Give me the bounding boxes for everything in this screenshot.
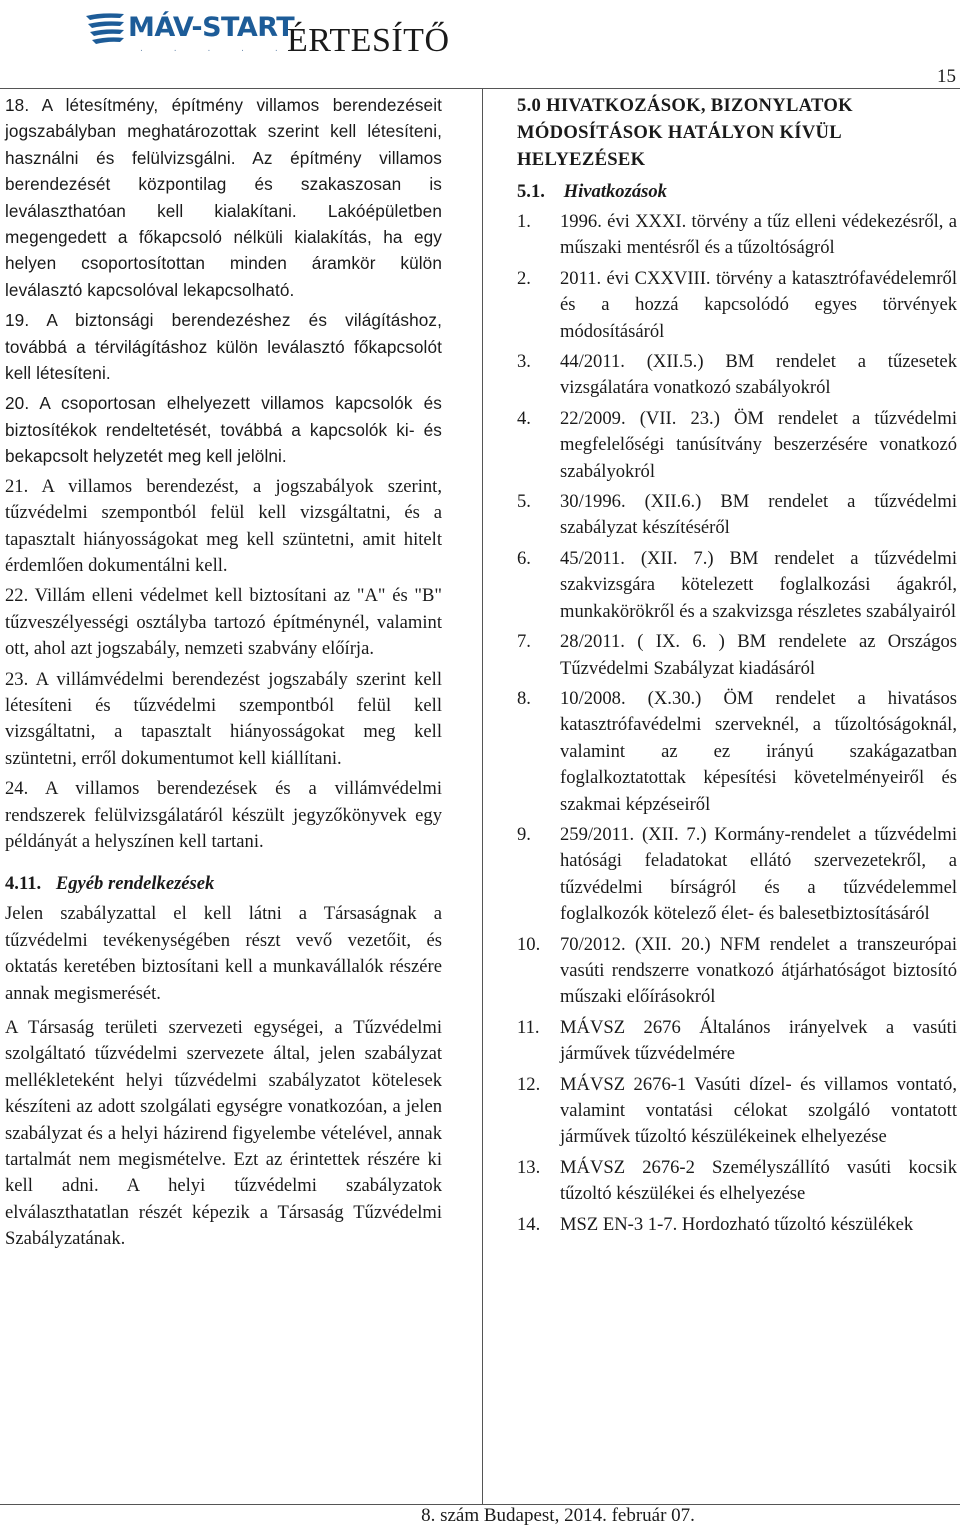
reference-number: 13. <box>517 1156 541 1178</box>
reference-text: 22/2009. (VII. 23.) ÖM rendelet a tűzvédelmi megfelelőségi tanúsítvány beszerzésére vonatkozó szabályokról <box>560 407 957 482</box>
footer-text: 8. szám Budapest, 2014. február 07. <box>421 1505 695 1526</box>
reference-item <box>517 1015 957 1068</box>
reference-number: 7. <box>517 631 531 653</box>
reference-number: 3. <box>517 351 531 373</box>
paragraph-19: 19. A biztonsági berendezéshez és világításhoz, továbbá a térvilágításhoz külön leválasztó főkapcsolót kell létesíteni. <box>5 310 442 384</box>
section-heading <box>5 871 442 897</box>
reference-text: 259/2011. (XII. 7.) Kormány-rendelet a tűzvédelmi hatósági feladatokat ellátó szervezetekről, a tűzvédelmi bírságról és a tűzvédelemmel foglalkozók kötelező élet- és balesetbiztosításáról <box>560 823 957 925</box>
reference-text: MÁVSZ 2676-2 Személyszállító vasúti kocsik tűzoltó készülékei és elhelyezése <box>560 1156 957 1205</box>
reference-number: 12. <box>517 1073 541 1095</box>
reference-item <box>517 686 957 818</box>
logo-text: MÁV-START <box>128 12 295 43</box>
logo-dots: . . . . . <box>140 44 292 54</box>
reference-number: 11. <box>517 1016 540 1038</box>
subsection-heading <box>517 179 957 205</box>
reference-text: MÁVSZ 2676-1 Vasúti dízel- és villamos vontató, valamint vontatási célokat szolgáló vontatott járművek tűzoltó készülékeinek elhelyezése <box>560 1073 957 1148</box>
chapter-heading: 5.0 HIVATKOZÁSOK, BIZONYLATOK MÓDOSÍTÁSOK HATÁLYON KÍVÜL HELYEZÉSEK <box>517 95 853 170</box>
reference-item <box>517 349 957 402</box>
paragraph-20: 20. A csoportosan elhelyezett villamos kapcsolók és biztosítékok rendeltetését, továbbá a kapcsolók ki- és bekapcsolt helyzetét meg kell jelölni. <box>5 393 442 467</box>
reference-number: 14. <box>517 1213 541 1235</box>
reference-number: 10. <box>517 933 541 955</box>
reference-number: 5. <box>517 491 531 513</box>
reference-text: 44/2011. (XII.5.) BM rendelet a tűzesetek vizsgálatára vonatkozó szabályokról <box>560 351 957 399</box>
reference-number: 1. <box>517 211 531 232</box>
reference-item <box>517 822 957 928</box>
right-column <box>517 92 957 1242</box>
reference-text: 28/2011. ( IX. 6. ) BM rendelete az Országos Tűzvédelmi Szabályzat kiadásáról <box>560 631 957 679</box>
page-header <box>0 0 960 87</box>
reference-number: 4. <box>517 407 531 429</box>
reference-text: 45/2011. (XII. 7.) BM rendelet a tűzvédelmi szakvizsgára kötelezett foglalkozási ágakról, munkakörökről és a szakvizsga részletes szabályairól <box>560 547 957 622</box>
section-paragraph: Jelen szabályzattal el kell látni a Társaságnak a tűzvédelmi tevékenységében részt vevő vezetőit, és oktatás keretében biztosítani kell a munkavállalók részére annak megismerését. <box>5 903 442 1004</box>
reference-number: 6. <box>517 547 531 569</box>
header-rule <box>0 88 960 89</box>
reference-item <box>517 629 957 682</box>
reference-item <box>517 1212 957 1238</box>
subsection-title: Hivatkozások <box>563 181 667 202</box>
paragraph-23: 23. A villámvédelmi berendezést jogszabály szerint kell létesíteni és tűzvédelmi szempontból felül kell vizsgáltatni, a tapasztalt hiányosságokat meg kell szüntetni, erről dokumentumot kell kiállítani. <box>5 668 442 769</box>
column-divider <box>482 88 483 1504</box>
reference-item <box>517 1155 957 1208</box>
publication-title: ÉRTESÍTŐ <box>287 22 450 59</box>
subsection-number: 5.1. <box>517 181 545 202</box>
reference-text: MSZ EN-3 1-7. Hordozható tűzoltó készülékek <box>560 1213 914 1235</box>
reference-text: MÁVSZ 2676 Általános irányelvek a vasúti járművek tűzvédelmére <box>560 1016 957 1065</box>
reference-number: 9. <box>517 823 531 845</box>
reference-text: 1996. évi XXXI. törvény a tűz elleni védekezésről, a műszaki mentésről és a tűzoltóságról <box>560 211 957 259</box>
mav-start-logo <box>84 2 295 58</box>
section-title: Egyéb rendelkezések <box>55 873 215 895</box>
reference-number: 2. <box>517 267 531 289</box>
reference-item <box>517 209 957 262</box>
reference-text: 70/2012. (XII. 20.) NFM rendelet a transzeurópai vasúti rendszerre vonatkozó átjárhatóságot biztosító műszaki előírásokról <box>560 933 957 1008</box>
reference-item <box>517 546 957 625</box>
reference-text: 10/2008. (X.30.) ÖM rendelet a hivatásos katasztrófavédelmi szerveknél, a tűzoltóságoknál, valamint az ez irányú szakágazatban foglalkoztatottak képesítési követelményeiről és szakmai képzéseiről <box>560 687 957 815</box>
reference-item <box>517 406 957 485</box>
reference-item <box>517 1072 957 1151</box>
paragraph-21: 21. A villamos berendezést, a jogszabályok szerint, tűzvédelmi szempontból felül kell vizsgáltatni, és a tapasztalt hiányosságokat meg kell szüntetni, amit hitelt érdemlően dokumentálni kell. <box>5 475 442 576</box>
paragraph-22: 22. Villám elleni védelmet kell biztosítani az "A" és "B" tűzveszélyességi osztályba tartozó építménynél, valamint ott, ahol azt jogszabály, nemzeti szabvány előírja. <box>5 585 442 660</box>
reference-number: 8. <box>517 687 531 709</box>
reference-item <box>517 266 957 345</box>
reference-text: 30/1996. (XII.6.) BM rendelet a tűzvédelmi szabályzat készítéséről <box>560 491 957 539</box>
page-number: 15 <box>937 66 956 87</box>
mav-wings-icon <box>84 6 130 50</box>
left-column <box>5 92 442 1253</box>
reference-text: 2011. évi CXXVIII. törvény a katasztrófavédelemről és a hozzá kapcsolódó egyes törvények módosításáról <box>560 267 957 342</box>
paragraph-18: 18. A létesítmény, építmény villamos berendezéseit jogszabályban meghatározottak szerint kell létesíteni, használni és felülvizsgálni. Az építmény villamos berendezését központilag és szakaszosan is leválaszthatóan kell kialakítani. Lakóépületben megengedett a főkapcsoló nélküli kialakítás, ha egy helyen csoportosítottan minden áramkör külön leválasztó kapcsolóval lekapcsolható. <box>5 95 442 300</box>
section-number: 4.11. <box>5 873 42 895</box>
paragraph-24: 24. A villamos berendezések és a villámvédelmi rendszerek felülvizsgálatáról készült jegyzőkönyvek egy példányát a helyszínen kell tartani. <box>5 778 442 852</box>
reference-item <box>517 489 957 542</box>
reference-item <box>517 932 957 1011</box>
reference-list <box>517 209 957 1238</box>
section-paragraph: A Társaság területi szervezeti egységei, a Tűzvédelmi szolgáltató tűzvédelmi szervezete által, jelen szabályzat mellékleteként helyi tűzvédelmi szabályzatot kötelesek készíteni az adott szolgálati egységre vonatkozóan, a jelen szabályzat és a helyi házirend figyelembe vételével, annak tartalmát nem megismételve. Ezt az érintettek részére ki kell adni. A helyi tűzvédelmi szabályzatok elválaszthatatlan részét képezik a Társaság Tűzvédelmi Szabályzatának. <box>5 1017 442 1250</box>
